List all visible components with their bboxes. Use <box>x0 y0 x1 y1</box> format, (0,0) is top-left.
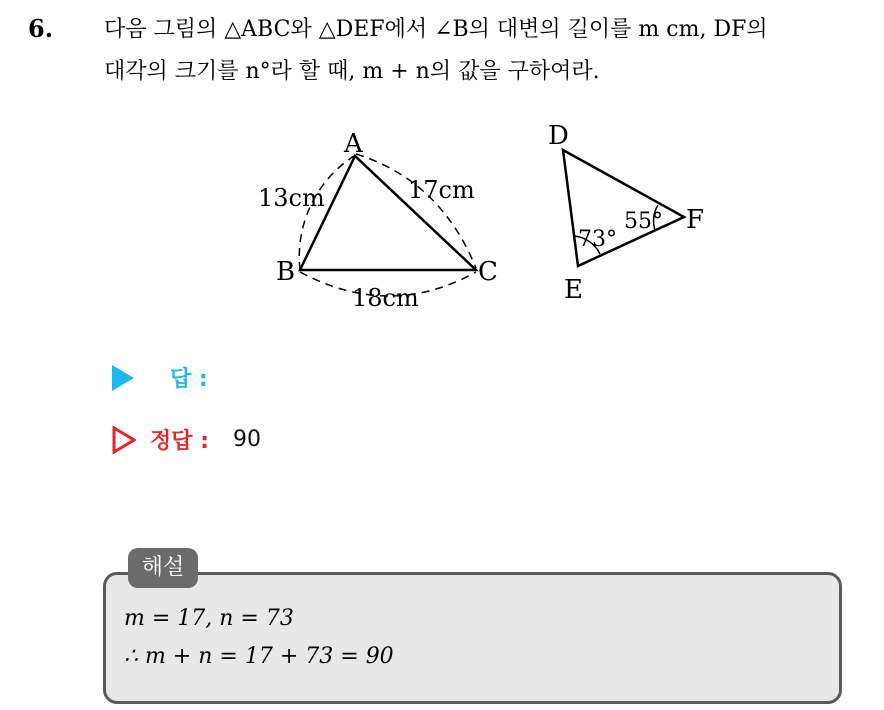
correct-answer-value: 90 <box>232 427 261 452</box>
vertex-b-label: B <box>276 257 296 287</box>
answer-row <box>112 362 208 393</box>
side-ab-label: 13cm <box>258 184 325 212</box>
play-triangle-icon <box>112 365 134 391</box>
question-number: 6. <box>28 14 54 43</box>
vertex-e-label: E <box>564 275 583 305</box>
angle-e-label: 73° <box>578 227 617 252</box>
explanation-line-1: m = 17, n = 73 <box>124 606 294 631</box>
vertex-d-label: D <box>548 121 569 151</box>
explanation-tab: 해설 <box>128 548 198 588</box>
side-ac-label: 17cm <box>408 176 475 204</box>
question-text-line-2: 대각의 크기를 n°라 할 때, m + n의 값을 구하여라. <box>104 59 600 84</box>
vertex-c-label: C <box>478 257 498 287</box>
explanation-line-2: ∴ m + n = 17 + 73 = 90 <box>124 644 394 669</box>
side-bc-label: 18cm <box>352 284 419 312</box>
outline-triangle-icon <box>112 426 136 454</box>
vertex-f-label: F <box>686 205 705 235</box>
vertex-a-label: A <box>344 129 363 159</box>
explanation-box <box>103 572 842 704</box>
correct-answer-label: 정답 : <box>150 429 209 454</box>
angle-f-label: 55° <box>624 209 663 234</box>
answer-label: 답 : <box>170 367 208 392</box>
question-text-line-1: 다음 그림의 △ABC와 △DEF에서 ∠B의 대변의 길이를 m cm, DF의 <box>104 17 768 42</box>
correct-answer-row <box>112 424 261 455</box>
triangle-figure <box>0 0 884 330</box>
